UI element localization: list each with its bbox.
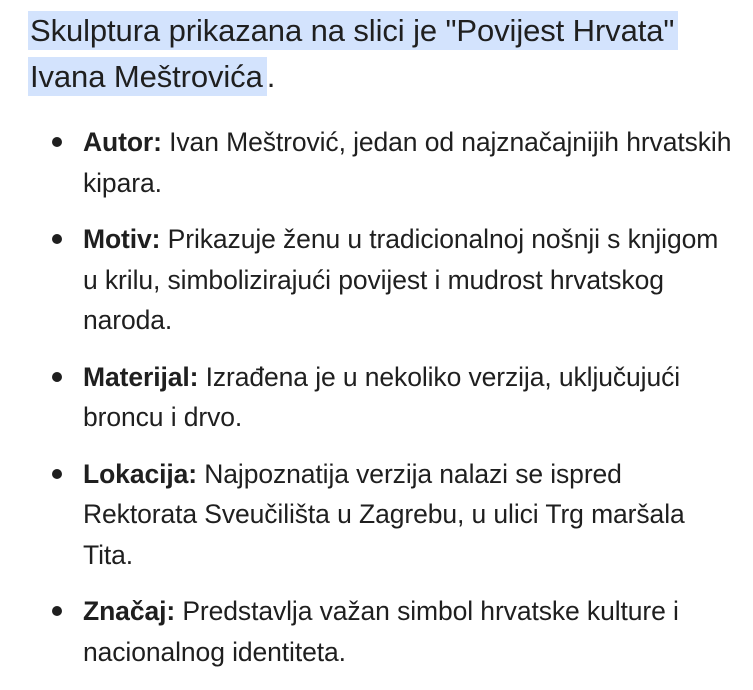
list-item-term: Autor:	[83, 127, 162, 157]
list-item-lokacija	[28, 454, 738, 576]
list-item-term: Značaj:	[83, 596, 176, 626]
list-item-term: Materijal:	[83, 361, 199, 392]
bullet-icon	[52, 606, 62, 616]
list-item-motiv	[28, 219, 738, 341]
list-item-term: Lokacija:	[83, 458, 197, 489]
list-item-text: Izrađena je u nekoliko verzija, uključujući broncu i drvo.	[83, 361, 681, 432]
response-intro	[28, 8, 738, 100]
bullet-icon	[52, 469, 62, 479]
bullet-icon	[52, 372, 62, 382]
list-item-autor	[28, 122, 738, 203]
list-item-znacaj	[28, 591, 738, 672]
list-item-text: Prikazuje ženu u tradicionalnoj nošnji s knjigom u krilu, simbolizirajući povijest i mudrost hrvatskog naroda.	[83, 224, 719, 335]
highlighted-text[interactable]: Skulptura prikazana na slici je "Povijest Hrvata" Ivana Meštrovića	[28, 11, 678, 96]
list-item-term: Motiv:	[83, 224, 161, 254]
bullet-icon	[52, 234, 62, 244]
bullet-icon	[52, 137, 62, 147]
list-item-materijal	[28, 357, 738, 438]
response-body	[28, 8, 738, 688]
list-item-text: Najpoznatija verzija nalazi se ispred Rektorata Sveučilišta u Zagrebu, u ulici Trg maršala Tita.	[83, 458, 685, 570]
list-item-text: Predstavlja važan simbol hrvatske kulture i nacionalnog identiteta.	[83, 596, 679, 667]
list-item-text: Ivan Meštrović, jedan od najznačajnijih hrvatskih kipara.	[83, 127, 732, 198]
fact-list	[28, 122, 738, 672]
intro-trailing-punctuation: .	[266, 59, 276, 94]
